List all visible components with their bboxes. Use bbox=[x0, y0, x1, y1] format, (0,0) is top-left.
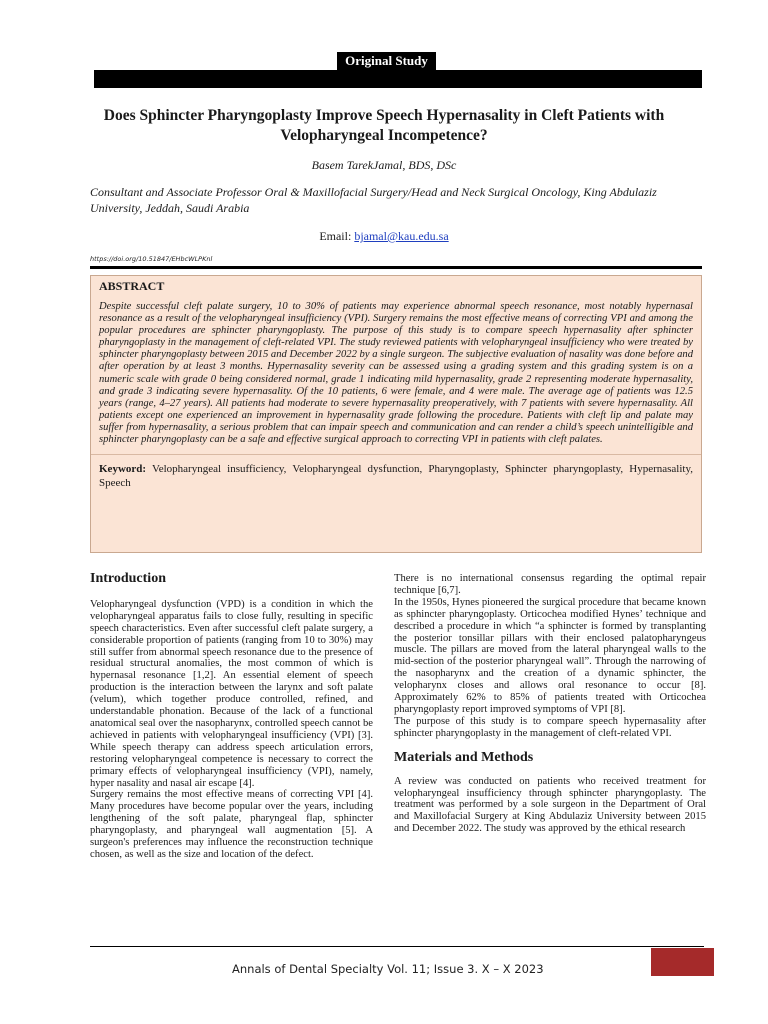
contact-email-line bbox=[100, 229, 668, 244]
right-column bbox=[394, 573, 706, 835]
abstract-box bbox=[90, 275, 702, 553]
introduction-heading: Introduction bbox=[90, 571, 166, 586]
footer-accent-block bbox=[651, 948, 714, 976]
methods-paragraph-1: A review was conducted on patients who received treatment for velopharyngeal insufficiency through sphincter pharyngoplasty. The treatment was performed by a sole surgeon in the Department of Oral and Maxillofacial Surgery at King Abdulaziz University between 2015 and December 2022. The study was approved by the ethical research bbox=[394, 775, 706, 835]
author-name: Basem TarekJamal, BDS, DSc bbox=[311, 158, 457, 172]
left-column bbox=[90, 573, 373, 861]
email-label: Email: bbox=[319, 229, 352, 243]
footer-journal-citation: Annals of Dental Specialty Vol. 11; Issue 3. X – X 2023 bbox=[232, 962, 544, 976]
keyword-label: Keyword: bbox=[99, 463, 147, 476]
intro-paragraph-5: The purpose of this study is to compare speech hypernasality after sphincter pharyngoplasty in the management of cleft-related VPI. bbox=[394, 715, 706, 739]
article-type-label: Original Study bbox=[337, 52, 436, 70]
intro-paragraph-2: Surgery remains the most effective means of correcting VPI [4]. Many procedures have become popular over the years, including lengthening of the soft palate, pharyngeal flap, sphincter pharyngoplasty, and pharyngeal wall augmentation [5]. A surgeon's preferences may influence the reconstruction technique chosen, as well as the size and location of the defect. bbox=[90, 789, 373, 860]
keywords bbox=[99, 463, 693, 490]
email-link[interactable]: bjamal@kau.edu.sa bbox=[354, 229, 449, 243]
methods-heading: Materials and Methods bbox=[394, 749, 534, 765]
doi-link[interactable]: https://doi.org/10.51847/EHbcWLPKnl bbox=[90, 255, 213, 263]
header-bar bbox=[94, 70, 702, 88]
keyword-divider bbox=[91, 454, 701, 455]
abstract-text: Despite successful cleft palate surgery, 10 to 30% of patients may experience abnormal speech resonance, most notably hypernasal resonance as a result of the velopharyngeal insufficiency (VPI). Surgery remains the most effective means of correcting VPI and among the popular procedures are sphincter pharyngoplasty. The purpose of this study is to compare speech hypernasality after sphincter pharyngoplasty in the management of cleft-related VPI. The study reviewed patients with velopharyngeal insufficiency who were treated by sphincter pharyngoplasty between 2015 and December 2022 by a single surgeon. The subjective evaluation of nasality was done before and after operation by at least 3 months. Hypernasality severity can be assessed using a grading system and this grading system is on a numeric scale with grade 0 being considered normal, grade 1 indicating mild hypernasality, grade 2 representing moderate hypernasality, and grade 3 indicating severe hypernasality. Of the 10 patients, 6 were female, and 4 were male. The average age of patients was 12.5 years (range, 4–27 years). All patients had moderate to severe hypernasality preoperatively, with 7 patients with severe hypernasality. All patients except one experienced an improvement in hypernasality grade following the procedure. Patients with cleft lip and palate may suffer from hypernasality, a serious problem that can impair speech and communication and can render a child’s speech unintelligible and sphincter pharyngoplasty can be a safe and effective surgical approach to correcting VPI in patients with cleft palates. bbox=[99, 301, 693, 446]
intro-paragraph-3: There is no international consensus regarding the optimal repair technique [6,7]. bbox=[394, 573, 706, 596]
abstract-heading: ABSTRACT bbox=[99, 279, 165, 293]
author-affiliation: Consultant and Associate Professor Oral & Maxillofacial Surgery/Head and Neck Surgical Oncology, King Abdulaziz University, Jeddah, Saudi Arabia bbox=[90, 185, 657, 215]
divider bbox=[90, 266, 702, 269]
intro-paragraph-1: Velopharyngeal dysfunction (VPD) is a condition in which the velopharyngeal apparatus fails to close fully, resulting in specific speech characteristics. Even after successful cleft palate surgery, a considerable proportion of patients (ranging from 10 to 30%) may still suffer from abnormal speech resonance due to the presence of residual structural anomalies, the most common of which is hypernasal resonance [1,2]. An essential element of speech production is the interaction between the larynx and soft palate (velum), which together produce controlled, refined, and understandable phonation. Because of the lack of a functional anatomical seal over the nasopharynx, controlled speech cannot be achieved in patients with velopharyngeal insufficiency (VPI) [3]. While speech therapy can address speech articulation errors, restoring velopharyngeal competence is necessary to correct the primary effects of velopharyngeal insufficiency (VPI), namely, hyper nasality and nasal air escape [4]. bbox=[90, 598, 373, 789]
keyword-list: Velopharyngeal insufficiency, Velopharyngeal dysfunction, Pharyngoplasty, Sphincter pharyngoplasty, Hypernasality, Speech bbox=[99, 463, 693, 489]
article-title: Does Sphincter Pharyngoplasty Improve Speech Hypernasality in Cleft Patients with Velopharyngeal Incompetence? bbox=[103, 107, 665, 144]
intro-paragraph-4: In the 1950s, Hynes pioneered the surgical procedure that became known as sphincter pharyngoplasty. Orticochea modified Hynes’ technique and described a procedure in which “a sphincter is formed by transplanting the posterior tonsillar pillars with their enclosed palatopharyngeus muscle. The pillars are moved from the lateral pharyngeal walls to the mid-section of the posterior pharyngeal wall”. Through the narrowing of the nasopharynx and the creation of a dynamic sphincter, the velopharynx closes and allows oral resonance to occur [8]. Approximately 62% to 85% of patients treated with Orticochea pharyngoplasty report improved symptoms of VPI [8]. bbox=[394, 596, 706, 715]
footer-divider bbox=[90, 946, 704, 947]
